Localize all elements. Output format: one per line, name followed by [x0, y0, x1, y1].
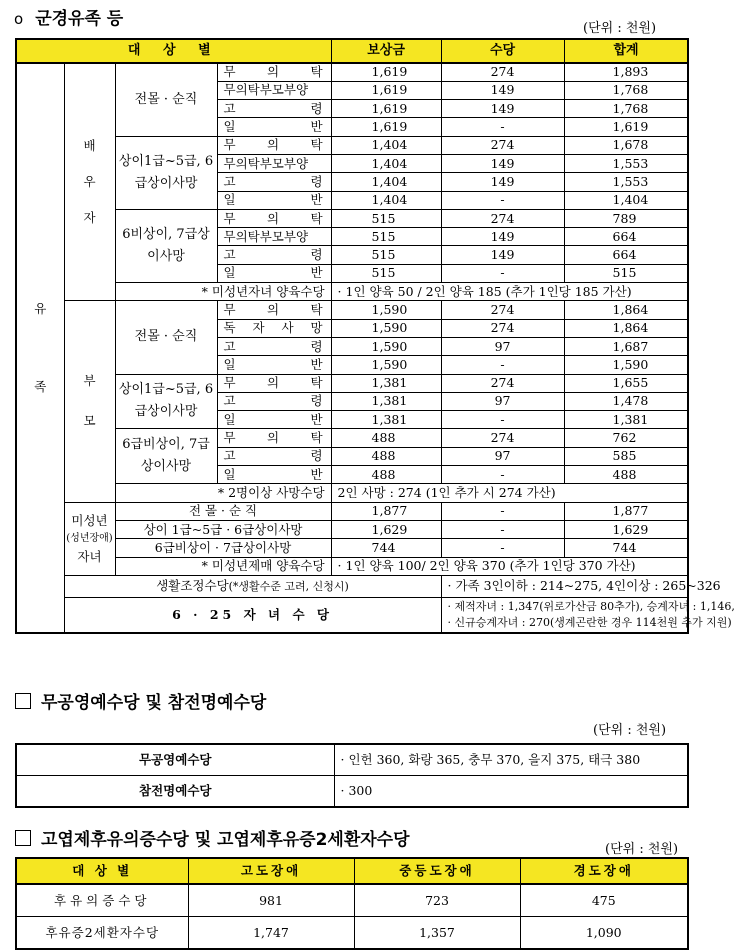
total-value: 1,768 — [564, 81, 688, 99]
allowance-value: - — [441, 539, 564, 557]
compensation-value: 488 — [331, 466, 441, 484]
row-label: 무의탁부모부양 — [217, 154, 331, 172]
section3-value: 1,357 — [354, 917, 520, 950]
section3-row-label: 후유의증수당 — [16, 884, 188, 917]
allowance-value: 149 — [441, 228, 564, 246]
row-label: 무 의 탁 — [217, 136, 331, 154]
parents-label: 부 모 — [64, 301, 115, 502]
total-value: 1,553 — [564, 154, 688, 172]
total-value: 664 — [564, 246, 688, 264]
allowance-value: - — [441, 502, 564, 520]
section3-header: 중등도장애 — [354, 858, 520, 884]
row-label: 일 반 — [217, 264, 331, 282]
allowance-value: 149 — [441, 81, 564, 99]
spouse-note-label: * 미성년자녀 양육수당 — [115, 283, 331, 301]
header-total: 합계 — [564, 39, 688, 63]
allowance-value: 274 — [441, 209, 564, 227]
row-label: 고 령 — [217, 337, 331, 355]
parents-note-value: 2인 사망 : 274 (1인 추가 시 274 가산) — [331, 484, 688, 502]
minor-note-label: * 미성년제매 양육수당 — [115, 557, 331, 575]
subgroup-label: 6비상이, 7급상이사망 — [115, 209, 217, 282]
page-title — [14, 4, 123, 29]
subgroup-label: 상이1급~5급, 6급상이사망 — [115, 136, 217, 209]
total-value: 1,768 — [564, 100, 688, 118]
compensation-value: 1,404 — [331, 136, 441, 154]
compensation-value: 515 — [331, 228, 441, 246]
compensation-value: 1,629 — [331, 520, 441, 538]
allowance-value: - — [441, 520, 564, 538]
total-value: 1,629 — [564, 520, 688, 538]
allowance-value: 274 — [441, 63, 564, 81]
korean-war-value: · 제적자녀 : 1,347(위로가산금 80추가), 승계자녀 : 1,146, · 신규승계자녀 : 270(생계곤란한 경우 114천원 추가 지원) — [441, 597, 688, 633]
subgroup-label: 전몰 · 순직 — [115, 63, 217, 136]
total-value: 664 — [564, 228, 688, 246]
total-value: 1,678 — [564, 136, 688, 154]
living-value: · 가족 3인이하 : 214~275, 4인이상 : 265~326 — [441, 575, 688, 597]
compensation-value: 1,590 — [331, 301, 441, 319]
section2-value: · 300 — [334, 776, 688, 808]
allowance-value: 97 — [441, 337, 564, 355]
allowance-value: - — [441, 191, 564, 209]
section3-value: 1,090 — [520, 917, 688, 950]
total-value: 1,864 — [564, 301, 688, 319]
compensation-value: 1,619 — [331, 63, 441, 81]
section3-table — [15, 857, 689, 950]
section3-title: 고엽제후유의증수당 및 고엽제후유증2세환자수당 — [15, 825, 410, 850]
unit-label: (단위 : 천원) — [583, 21, 657, 36]
section3-row-label: 후유증2세환자수당 — [16, 917, 188, 950]
row-label: 고 령 — [217, 392, 331, 410]
compensation-value: 515 — [331, 209, 441, 227]
allowance-value: 97 — [441, 392, 564, 410]
row-label: 고 령 — [217, 100, 331, 118]
total-value: 488 — [564, 466, 688, 484]
allowance-value: 97 — [441, 447, 564, 465]
bullet-marker: ο — [14, 10, 24, 28]
total-value: 1,381 — [564, 411, 688, 429]
allowance-value: 274 — [441, 301, 564, 319]
allowance-value: - — [441, 356, 564, 374]
compensation-value: 1,404 — [331, 154, 441, 172]
section3-header: 대 상 별 — [16, 858, 188, 884]
subgroup-label: 상이1급~5급, 6급상이사망 — [115, 374, 217, 429]
section2-title: 무공영예수당 및 참전명예수당 — [15, 688, 266, 713]
parents-note-label: * 2명이상 사망수당 — [115, 484, 331, 502]
row-label: 무 의 탁 — [217, 301, 331, 319]
allowance-value: 274 — [441, 136, 564, 154]
row-label: 독 자 사 망 — [217, 319, 331, 337]
checkbox-square-icon — [15, 693, 31, 709]
total-value: 762 — [564, 429, 688, 447]
allowance-value: 149 — [441, 154, 564, 172]
main-table — [15, 38, 735, 634]
korean-war-label: 6 · 25 자 녀 수 당 — [64, 597, 441, 633]
compensation-value: 1,619 — [331, 81, 441, 99]
subgroup-label: 6급비상이, 7급상이사망 — [115, 429, 217, 484]
header-compensation: 보상금 — [331, 39, 441, 63]
allowance-value: 274 — [441, 319, 564, 337]
total-value: 1,478 — [564, 392, 688, 410]
row-label: 무 의 탁 — [217, 374, 331, 392]
section3-header: 고도장애 — [188, 858, 354, 884]
compensation-value: 1,404 — [331, 173, 441, 191]
header-allowance: 수당 — [441, 39, 564, 63]
allowance-value: - — [441, 264, 564, 282]
row-label: 일 반 — [217, 466, 331, 484]
total-value: 1,655 — [564, 374, 688, 392]
compensation-value: 1,381 — [331, 374, 441, 392]
section3-header: 경도장애 — [520, 858, 688, 884]
total-value: 1,864 — [564, 319, 688, 337]
allowance-value: 274 — [441, 374, 564, 392]
allowance-value: - — [441, 466, 564, 484]
compensation-value: 515 — [331, 246, 441, 264]
section2-table — [15, 743, 689, 808]
compensation-value: 488 — [331, 447, 441, 465]
row-label: 일 반 — [217, 118, 331, 136]
compensation-value: 488 — [331, 429, 441, 447]
minor-row-label: 6급비상이 · 7급상이사망 — [115, 539, 331, 557]
section2-value: · 인헌 360, 화랑 365, 충무 370, 을지 375, 태극 380 — [334, 744, 688, 776]
header-category: 대 상 별 — [16, 39, 331, 63]
section3-value: 1,747 — [188, 917, 354, 950]
compensation-value: 515 — [331, 264, 441, 282]
section2-label: 참전명예수당 — [16, 776, 334, 808]
living-label: 생활조정수당(*생활수준 고려, 신청시) — [64, 575, 441, 597]
minor-row-label: 전 몰 · 순 직 — [115, 502, 331, 520]
row-label: 무 의 탁 — [217, 429, 331, 447]
compensation-value: 744 — [331, 539, 441, 557]
title-text: 군경유족 등 — [35, 9, 124, 29]
section3-unit: (단위 : 천원) — [605, 842, 679, 857]
compensation-value: 1,381 — [331, 411, 441, 429]
section3-value: 981 — [188, 884, 354, 917]
row-label: 무의탁부모부양 — [217, 81, 331, 99]
allowance-value: 149 — [441, 246, 564, 264]
minor-label: 미성년 (성년장애) 자녀 — [64, 502, 115, 575]
group-yujok: 유 족 — [16, 63, 64, 633]
compensation-value: 1,404 — [331, 191, 441, 209]
allowance-value: 149 — [441, 173, 564, 191]
total-value: 1,590 — [564, 356, 688, 374]
compensation-value: 1,381 — [331, 392, 441, 410]
row-label: 무의탁부모부양 — [217, 228, 331, 246]
total-value: 789 — [564, 209, 688, 227]
total-value: 1,619 — [564, 118, 688, 136]
allowance-value: - — [441, 118, 564, 136]
compensation-value: 1,619 — [331, 118, 441, 136]
row-label: 고 령 — [217, 173, 331, 191]
compensation-value: 1,590 — [331, 337, 441, 355]
total-value: 1,687 — [564, 337, 688, 355]
total-value: 744 — [564, 539, 688, 557]
minor-row-label: 상이 1급~5급 · 6급상이사망 — [115, 520, 331, 538]
row-label: 일 반 — [217, 356, 331, 374]
checkbox-square-icon — [15, 830, 31, 846]
section3-value: 723 — [354, 884, 520, 917]
total-value: 1,893 — [564, 63, 688, 81]
total-value: 585 — [564, 447, 688, 465]
subgroup-label: 전몰 · 순직 — [115, 301, 217, 374]
row-label: 무 의 탁 — [217, 63, 331, 81]
total-value: 515 — [564, 264, 688, 282]
section3-value: 475 — [520, 884, 688, 917]
spouse-note-value: · 1인 양육 50 / 2인 양육 185 (추가 1인당 185 가산) — [331, 283, 688, 301]
row-label: 일 반 — [217, 191, 331, 209]
compensation-value: 1,877 — [331, 502, 441, 520]
section2-unit: (단위 : 천원) — [593, 723, 667, 738]
row-label: 무 의 탁 — [217, 209, 331, 227]
allowance-value: 149 — [441, 100, 564, 118]
compensation-value: 1,590 — [331, 356, 441, 374]
spouse-label: 배 우 자 — [64, 63, 115, 301]
compensation-value: 1,590 — [331, 319, 441, 337]
compensation-value: 1,619 — [331, 100, 441, 118]
row-label: 고 령 — [217, 246, 331, 264]
total-value: 1,553 — [564, 173, 688, 191]
total-value: 1,404 — [564, 191, 688, 209]
allowance-value: - — [441, 411, 564, 429]
row-label: 일 반 — [217, 411, 331, 429]
minor-note-value: · 1인 양육 100/ 2인 양육 370 (추가 1인당 370 가산) — [331, 557, 688, 575]
total-value: 1,877 — [564, 502, 688, 520]
row-label: 고 령 — [217, 447, 331, 465]
allowance-value: 274 — [441, 429, 564, 447]
section2-label: 무공영예수당 — [16, 744, 334, 776]
